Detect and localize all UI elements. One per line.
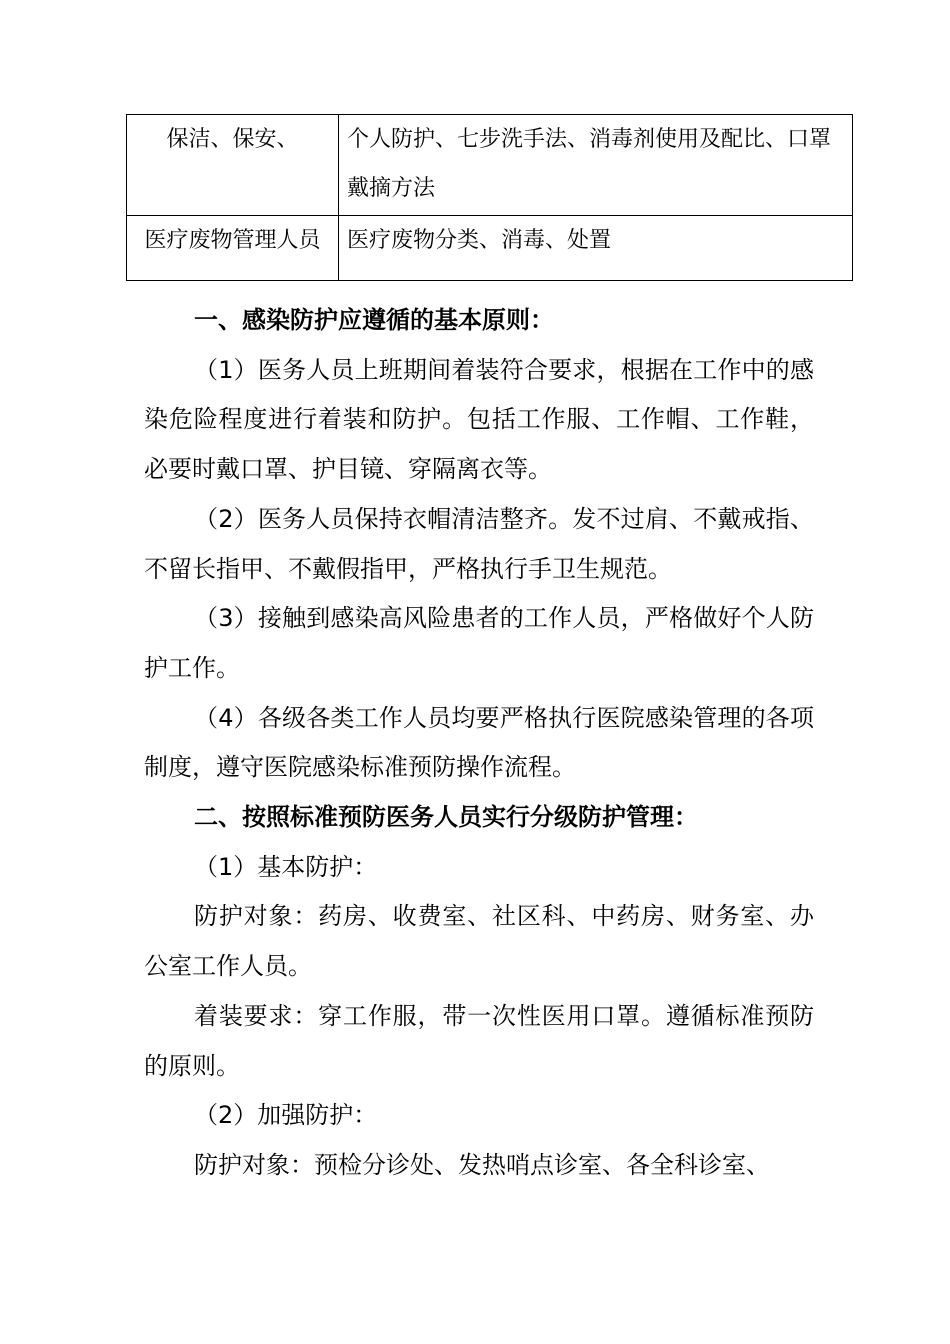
table-cell-content: 医疗废物分类、消毒、处置 bbox=[339, 216, 853, 281]
paragraph: （2）加强防护： bbox=[194, 1101, 378, 1130]
training-table bbox=[126, 114, 853, 281]
body-text bbox=[144, 296, 814, 1191]
paragraph: 着装要求：穿工作服，带一次性医用口罩。遵循标准预防的原则。 bbox=[144, 1001, 814, 1080]
table-cell-content: 个人防护、七步洗手法、消毒剂使用及配比、口罩戴摘方法 bbox=[339, 115, 853, 216]
paragraph: （2）医务人员保持衣帽清洁整齐。发不过肩、不戴戒指、不留长指甲、不戴假指甲，严格执行手卫生规范。 bbox=[144, 504, 814, 583]
table-row bbox=[127, 216, 853, 281]
table-cell-role: 医疗废物管理人员 bbox=[127, 216, 339, 281]
table-cell-role: 保洁、保安、 bbox=[127, 115, 339, 216]
paragraph: （3）接触到感染高风险患者的工作人员，严格做好个人防护工作。 bbox=[144, 604, 814, 682]
section-heading-1: 一、感染防护应遵循的基本原则： bbox=[194, 306, 554, 334]
paragraph: （1）基本防护： bbox=[194, 852, 378, 881]
paragraph: 防护对象：预检分诊处、发热哨点诊室、各全科诊室、 bbox=[194, 1150, 770, 1179]
section-heading-2: 二、按照标准预防医务人员实行分级防护管理： bbox=[194, 803, 698, 832]
paragraph: （4）各级各类工作人员均要严格执行医院感染管理的各项制度，遵守医院感染标准预防操作流程。 bbox=[144, 703, 814, 782]
paragraph: 防护对象：药房、收费室、社区科、中药房、财务室、办公室工作人员。 bbox=[144, 902, 814, 981]
paragraph: （1）医务人员上班期间着装符合要求，根据在工作中的感染危险程度进行着装和防护。包括工作服、工作帽、工作鞋，必要时戴口罩、护目镜、穿隔离衣等。 bbox=[144, 355, 814, 484]
table-row bbox=[127, 115, 853, 216]
